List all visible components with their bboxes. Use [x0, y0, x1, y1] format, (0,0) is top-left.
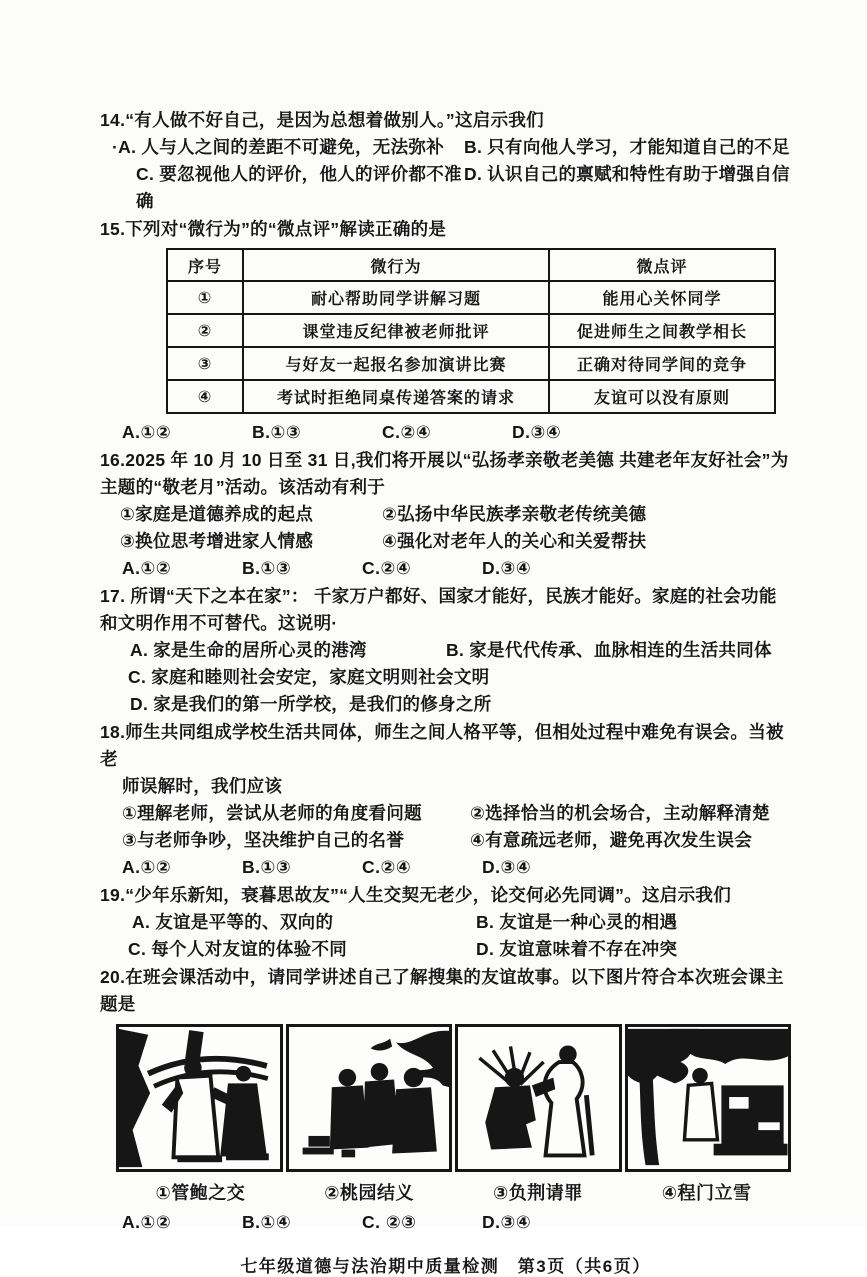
table-header-row — [167, 249, 775, 281]
table-row — [167, 281, 775, 314]
image-caption-1: ①管鲍之交 — [155, 1183, 246, 1203]
question-17 — [100, 583, 791, 718]
question-18 — [100, 719, 791, 881]
question-14-stem: 14.“有人做不好自己，是因为总想着做别人。”这启示我们 — [100, 110, 544, 130]
table-row — [167, 347, 775, 380]
story-panel-1 — [116, 1024, 283, 1172]
table-cell: 能用心关怀同学 — [549, 281, 775, 314]
question-14-options-ab — [100, 134, 791, 161]
fujing-qingzui-illustration — [458, 1027, 619, 1169]
question-20-captions — [116, 1179, 791, 1205]
question-16-option-a: A.①② — [122, 558, 172, 578]
question-16 — [100, 447, 791, 582]
story-panel-3 — [455, 1024, 622, 1172]
question-19 — [100, 882, 791, 963]
question-18-option-c: C.②④ — [362, 857, 412, 877]
question-17-option-d: D. 家是我们的第一所学校，是我们的修身之所 — [130, 694, 492, 714]
question-14-option-c: C. 要忽视他人的评价，他人的评价都不准确 — [136, 164, 462, 211]
question-14-options-cd — [100, 161, 791, 215]
table-cell: 与好友一起报名参加演讲比赛 — [243, 347, 549, 380]
image-caption-3: ③负荆请罪 — [493, 1183, 583, 1203]
question-20-option-a: A.①② — [122, 1212, 172, 1232]
question-20-stem: 20.在班会课活动中，请同学讲述自己了解搜集的友谊故事。以下图片符合本次班会课主题是 — [100, 967, 784, 1014]
table-row — [167, 314, 775, 347]
question-18-stem-line1: 18.师生共同组成学校生活共同体，师生之间人格平等，但相处过程中难免有误会。当被老 — [100, 722, 784, 769]
question-18-option-d: D.③④ — [482, 857, 532, 877]
question-16-options — [100, 555, 791, 582]
question-20-option-c: C. ②③ — [362, 1212, 417, 1232]
question-14-option-d: D. 认识自己的禀赋和特性有助于增强自信 — [464, 164, 790, 184]
question-16-option-d: D.③④ — [482, 558, 532, 578]
table-header-number: 序号 — [167, 249, 243, 281]
question-16-option-c: C.②④ — [362, 558, 412, 578]
question-18-item-3: ③与老师争吵，坚决维护自己的名誉 — [122, 830, 405, 850]
question-16-stem-line2: 主题的“敬老月”活动。该活动有利于 — [100, 477, 386, 497]
question-17-option-b: B. 家是代代传承、血脉相连的生活共同体 — [446, 640, 772, 660]
question-19-option-a: A. 友谊是平等的、双向的 — [132, 912, 334, 932]
taoyuan-jieyi-illustration — [289, 1027, 450, 1169]
table-header-behavior: 微行为 — [243, 249, 549, 281]
question-16-item-3: ③换位思考增进家人情感 — [120, 531, 314, 551]
question-14-option-b: B. 只有向他人学习，才能知道自己的不足 — [464, 137, 790, 157]
question-17-option-c: C. 家庭和睦则社会安定，家庭文明则社会文明 — [128, 667, 490, 687]
question-20-options — [100, 1209, 791, 1236]
question-14-option-a: ·A. 人与人之间的差距不可避免，无法弥补 — [112, 137, 444, 157]
question-19-options-ab — [100, 909, 791, 936]
story-panel-2 — [286, 1024, 453, 1172]
question-18-item-4: ④有意疏远老师，避免再次发生误会 — [470, 830, 753, 850]
table-cell: 课堂违反纪律被老师批评 — [243, 314, 549, 347]
table-cell: 考试时拒绝同桌传递答案的请求 — [243, 380, 549, 413]
question-16-option-b: B.①③ — [242, 558, 292, 578]
question-19-option-b: B. 友谊是一种心灵的相遇 — [476, 912, 678, 932]
question-18-item-2: ②选择恰当的机会场合，主动解释清楚 — [470, 803, 770, 823]
story-panel-4 — [625, 1024, 792, 1172]
question-17-stem-line1: 17. 所谓“天下之本在家”： 千家万户都好、国家才能好，民族才能好。家庭的社会功能 — [100, 586, 777, 606]
question-15 — [100, 216, 791, 446]
question-15-option-c: C.②④ — [382, 422, 432, 442]
question-18-option-b: B.①③ — [242, 857, 292, 877]
question-20 — [100, 964, 791, 1236]
question-18-stem-line2: 师误解时，我们应该 — [122, 776, 283, 796]
table-cell: ② — [167, 314, 243, 347]
table-cell: ① — [167, 281, 243, 314]
question-15-options — [100, 419, 791, 446]
table-row — [167, 380, 775, 413]
question-19-stem: 19.“少年乐新知，衰暮思故友”“人生交契无老少，论交何必先同调”。这启示我们 — [100, 885, 732, 905]
table-cell: ④ — [167, 380, 243, 413]
table-cell: ③ — [167, 347, 243, 380]
question-17-stem-line2: 和文明作用不可替代。这说明· — [100, 613, 338, 633]
image-caption-4: ④程门立雪 — [661, 1183, 752, 1203]
question-19-options-cd — [100, 936, 791, 963]
question-15-option-d: D.③④ — [512, 422, 562, 442]
question-18-items-34 — [100, 827, 791, 854]
question-20-option-d: D.③④ — [482, 1212, 532, 1232]
question-18-options — [100, 854, 791, 881]
question-18-item-1: ①理解老师，尝试从老师的角度看问题 — [122, 803, 422, 823]
question-20-option-b: B.①④ — [242, 1212, 292, 1232]
question-15-option-b: B.①③ — [252, 422, 302, 442]
page-footer: 七年级道德与法治期中质量检测 第3页（共6页） — [240, 1257, 651, 1276]
question-15-table — [166, 248, 776, 414]
question-16-stem-line1: 16.2025 年 10 月 10 日至 31 日,我们将开展以“弘扬孝亲敬老美德 共建老年友好社会”为 — [100, 450, 789, 470]
question-20-images — [116, 1024, 791, 1172]
chengmen-lixue-illustration — [628, 1027, 789, 1169]
table-cell: 正确对待同学间的竞争 — [549, 347, 775, 380]
table-cell: 耐心帮助同学讲解习题 — [243, 281, 549, 314]
question-16-item-1: ①家庭是道德养成的起点 — [120, 504, 314, 524]
question-14 — [100, 107, 791, 215]
question-15-option-a: A.①② — [122, 422, 172, 442]
question-18-option-a: A.①② — [122, 857, 172, 877]
table-header-comment: 微点评 — [549, 249, 775, 281]
question-16-item-2: ②弘扬中华民族孝亲敬老传统美德 — [382, 504, 647, 524]
question-19-option-d: D. 友谊意味着不存在冲突 — [476, 939, 678, 959]
image-caption-2: ②桃园结义 — [324, 1183, 414, 1203]
question-19-option-c: C. 每个人对友谊的体验不同 — [128, 939, 348, 959]
question-16-items-12 — [100, 501, 791, 528]
question-16-items-34 — [100, 528, 791, 555]
question-16-item-4: ④强化对老年人的关心和关爱帮扶 — [382, 531, 647, 551]
question-15-stem: 15.下列对“微行为”的“微点评”解读正确的是 — [100, 219, 447, 239]
guanbao-zhijiao-illustration — [119, 1027, 280, 1169]
table-cell: 友谊可以没有原则 — [549, 380, 775, 413]
question-18-items-12 — [100, 800, 791, 827]
question-17-option-a: A. 家是生命的居所心灵的港湾 — [130, 640, 367, 660]
table-cell: 促进师生之间教学相长 — [549, 314, 775, 347]
question-17-options-ab — [100, 637, 791, 664]
